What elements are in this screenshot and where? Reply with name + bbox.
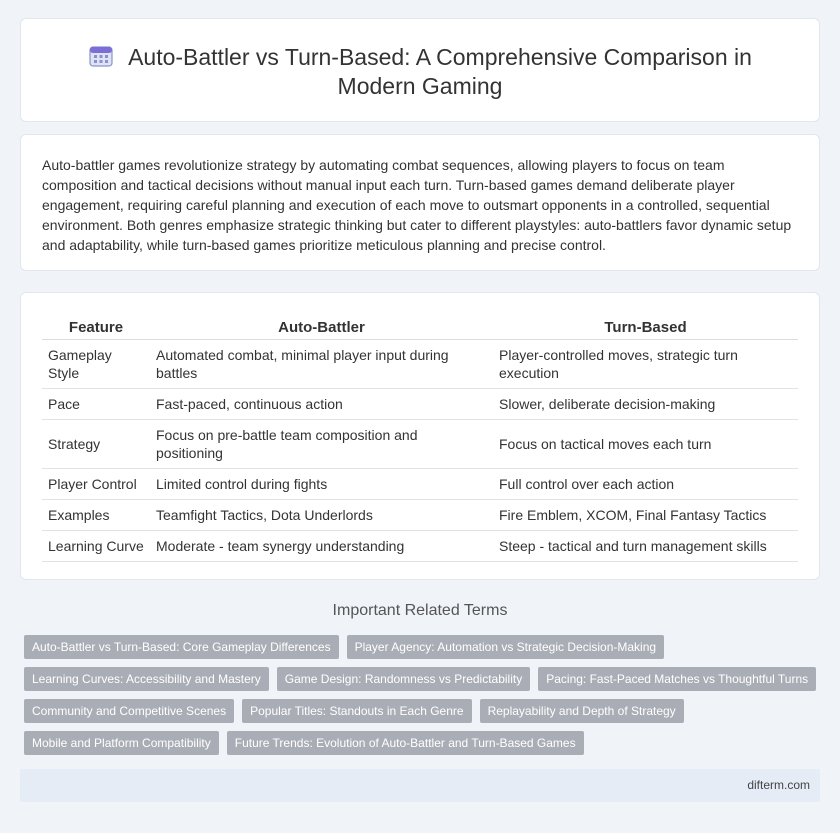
table-row: [42, 419, 798, 468]
cell-feature: Player Control: [42, 468, 150, 499]
related-term-tag[interactable]: Future Trends: Evolution of Auto-Battler and Turn-Based Games: [227, 731, 584, 755]
related-term-tag[interactable]: Popular Titles: Standouts in Each Genre: [242, 699, 471, 723]
footer: [20, 769, 820, 802]
table-row: [42, 388, 798, 419]
cell-turn-based: Slower, deliberate decision-making: [493, 388, 798, 419]
comparison-table-card: [20, 292, 820, 580]
column-header-auto-battler: Auto-Battler: [150, 315, 493, 339]
footer-site-link[interactable]: difterm.com: [747, 778, 810, 792]
related-term-tag[interactable]: Player Agency: Automation vs Strategic Decision-Making: [347, 635, 664, 659]
related-term-tag[interactable]: Replayability and Depth of Strategy: [480, 699, 684, 723]
page-title-text: Auto-Battler vs Turn-Based: A Comprehensive Comparison in Modern Gaming: [128, 44, 752, 99]
tag-row: [24, 635, 824, 659]
cell-turn-based: Focus on tactical moves each turn: [493, 419, 798, 468]
calendar-icon: [88, 44, 114, 68]
tag-row: [24, 667, 824, 691]
header-card: [20, 18, 820, 122]
comparison-table: [42, 315, 798, 562]
tag-row: [24, 699, 824, 723]
intro-card: [20, 134, 820, 271]
related-term-tag[interactable]: Mobile and Platform Compatibility: [24, 731, 219, 755]
cell-feature: Learning Curve: [42, 530, 150, 561]
cell-auto-battler: Focus on pre-battle team composition and positioning: [150, 419, 493, 468]
cell-auto-battler: Automated combat, minimal player input during battles: [150, 339, 493, 388]
cell-feature: Examples: [42, 499, 150, 530]
table-row: [42, 468, 798, 499]
cell-turn-based: Steep - tactical and turn management skills: [493, 530, 798, 561]
related-term-tag[interactable]: Game Design: Randomness vs Predictability: [277, 667, 530, 691]
cell-turn-based: Full control over each action: [493, 468, 798, 499]
cell-feature: Strategy: [42, 419, 150, 468]
tag-row: [24, 731, 824, 755]
table-row: [42, 499, 798, 530]
related-terms-list: [24, 635, 824, 763]
cell-turn-based: Player-controlled moves, strategic turn execution: [493, 339, 798, 388]
cell-auto-battler: Teamfight Tactics, Dota Underlords: [150, 499, 493, 530]
cell-auto-battler: Limited control during fights: [150, 468, 493, 499]
intro-paragraph: Auto-battler games revolutionize strategy by automating combat sequences, allowing players to focus on team composition and tactical decisions without manual input each turn. Turn-based games demand deliberate player engagement, requiring careful planning and execution of each move to outsmart opponents in a controlled, sequential environment. Both genres emphasize strategic thinking but cater to different playstyles: auto-battlers favor dynamic setup and adaptability, while turn-based games prioritize meticulous planning and precise control.: [42, 157, 792, 253]
related-terms-heading: Important Related Terms: [332, 602, 508, 619]
related-term-tag[interactable]: Auto-Battler vs Turn-Based: Core Gameplay Differences: [24, 635, 339, 659]
related-term-tag[interactable]: Pacing: Fast-Paced Matches vs Thoughtful Turns: [538, 667, 816, 691]
related-term-tag[interactable]: Community and Competitive Scenes: [24, 699, 234, 723]
cell-feature: Gameplay Style: [42, 339, 150, 388]
table-row: [42, 530, 798, 561]
title-wrap: [61, 43, 779, 101]
table-header-row: [42, 315, 798, 339]
cell-auto-battler: Fast-paced, continuous action: [150, 388, 493, 419]
cell-turn-based: Fire Emblem, XCOM, Final Fantasy Tactics: [493, 499, 798, 530]
column-header-turn-based: Turn-Based: [493, 315, 798, 339]
related-term-tag[interactable]: Learning Curves: Accessibility and Mastery: [24, 667, 269, 691]
column-header-feature: Feature: [42, 315, 150, 339]
cell-auto-battler: Moderate - team synergy understanding: [150, 530, 493, 561]
page-title: [61, 43, 779, 101]
cell-feature: Pace: [42, 388, 150, 419]
table-row: [42, 339, 798, 388]
